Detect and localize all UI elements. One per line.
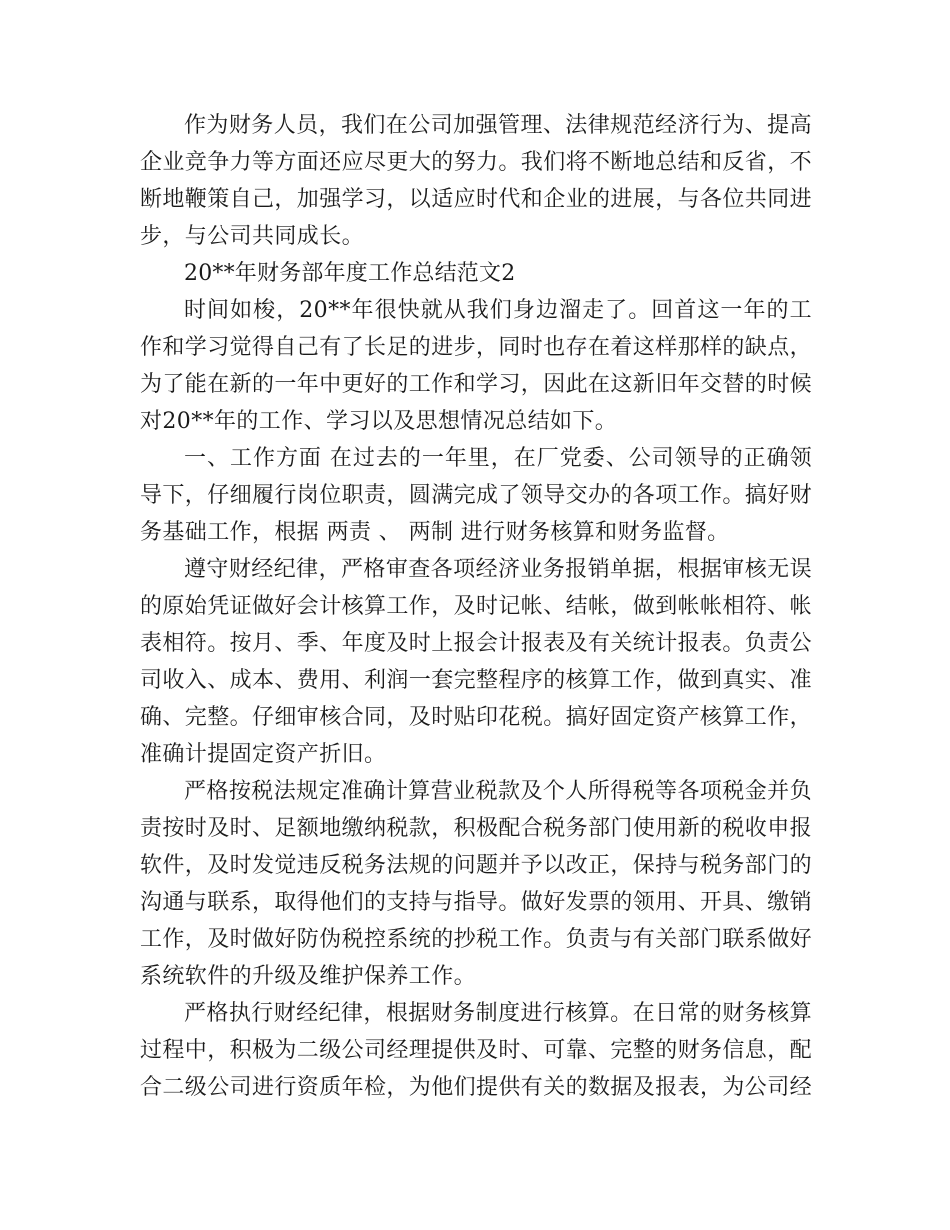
section-title: 20**年财务部年度工作总结范文2 [184,261,516,286]
paragraph-work-overview: 一、工作方面 在过去的一年里，在厂党委、公司领导的正确领导下，仔细履行岗位职责，圆满完成了领导交办的各项工作。搞好财务基础工作，根据 两责 、 两制 进行财务核算和财务监督。 [140,446,813,545]
paragraph-accounting-discipline: 遵守财经纪律，严格审查各项经济业务报销单据，根据审核无误的原始凭证做好会计核算工作，及时记帐、结帐，做到帐帐相符、帐表相符。按月、季、年度及时上报会计报表及有关统计报表。负责公司收入、成本、费用、利润一套完整程序的核算工作，做到真实、准确、完整。仔细审核合同，及时贴印花税。搞好固定资产核算工作，准确计提固定资产折旧。 [140,557,813,767]
document-page [140,107,812,1106]
paragraph-introduction: 时间如梭，20**年很快就从我们身边溜走了。回首这一年的工作和学习觉得自己有了长足的进步，同时也存在着这样那样的缺点，为了能在新的一年中更好的工作和学习，因此在这新旧年交替的时候对20**年的工作、学习以及思想情况总结如下。 [140,298,813,434]
paragraph-financial-rules: 严格执行财经纪律，根据财务制度进行核算。在日常的财务核算过程中，积极为二级公司经理提供及时、可靠、完整的财务信息，配合二级公司进行资质年检，为他们提供有关的数据及报表，为公司经 [140,1001,813,1100]
paragraph-tax-work: 严格按税法规定准确计算营业税款及个人所得税等各项税金并负责按时及时、足额地缴纳税款，积极配合税务部门使用新的税收申报软件，及时发觉违反税务法规的问题并予以改正，保持与税务部门的沟通与联系，取得他们的支持与指导。做好发票的领用、开具、缴销工作，及时做好防伪税控系统的抄税工作。负责与有关部门联系做好系统软件的升级及维护保养工作。 [140,779,813,989]
paragraph-closing-remarks: 作为财务人员，我们在公司加强管理、法律规范经济行为、提高企业竞争力等方面还应尽更大的努力。我们将不断地总结和反省，不断地鞭策自己，加强学习，以适应时代和企业的进展，与各位共同进步，与公司共同成长。 [140,113,813,249]
